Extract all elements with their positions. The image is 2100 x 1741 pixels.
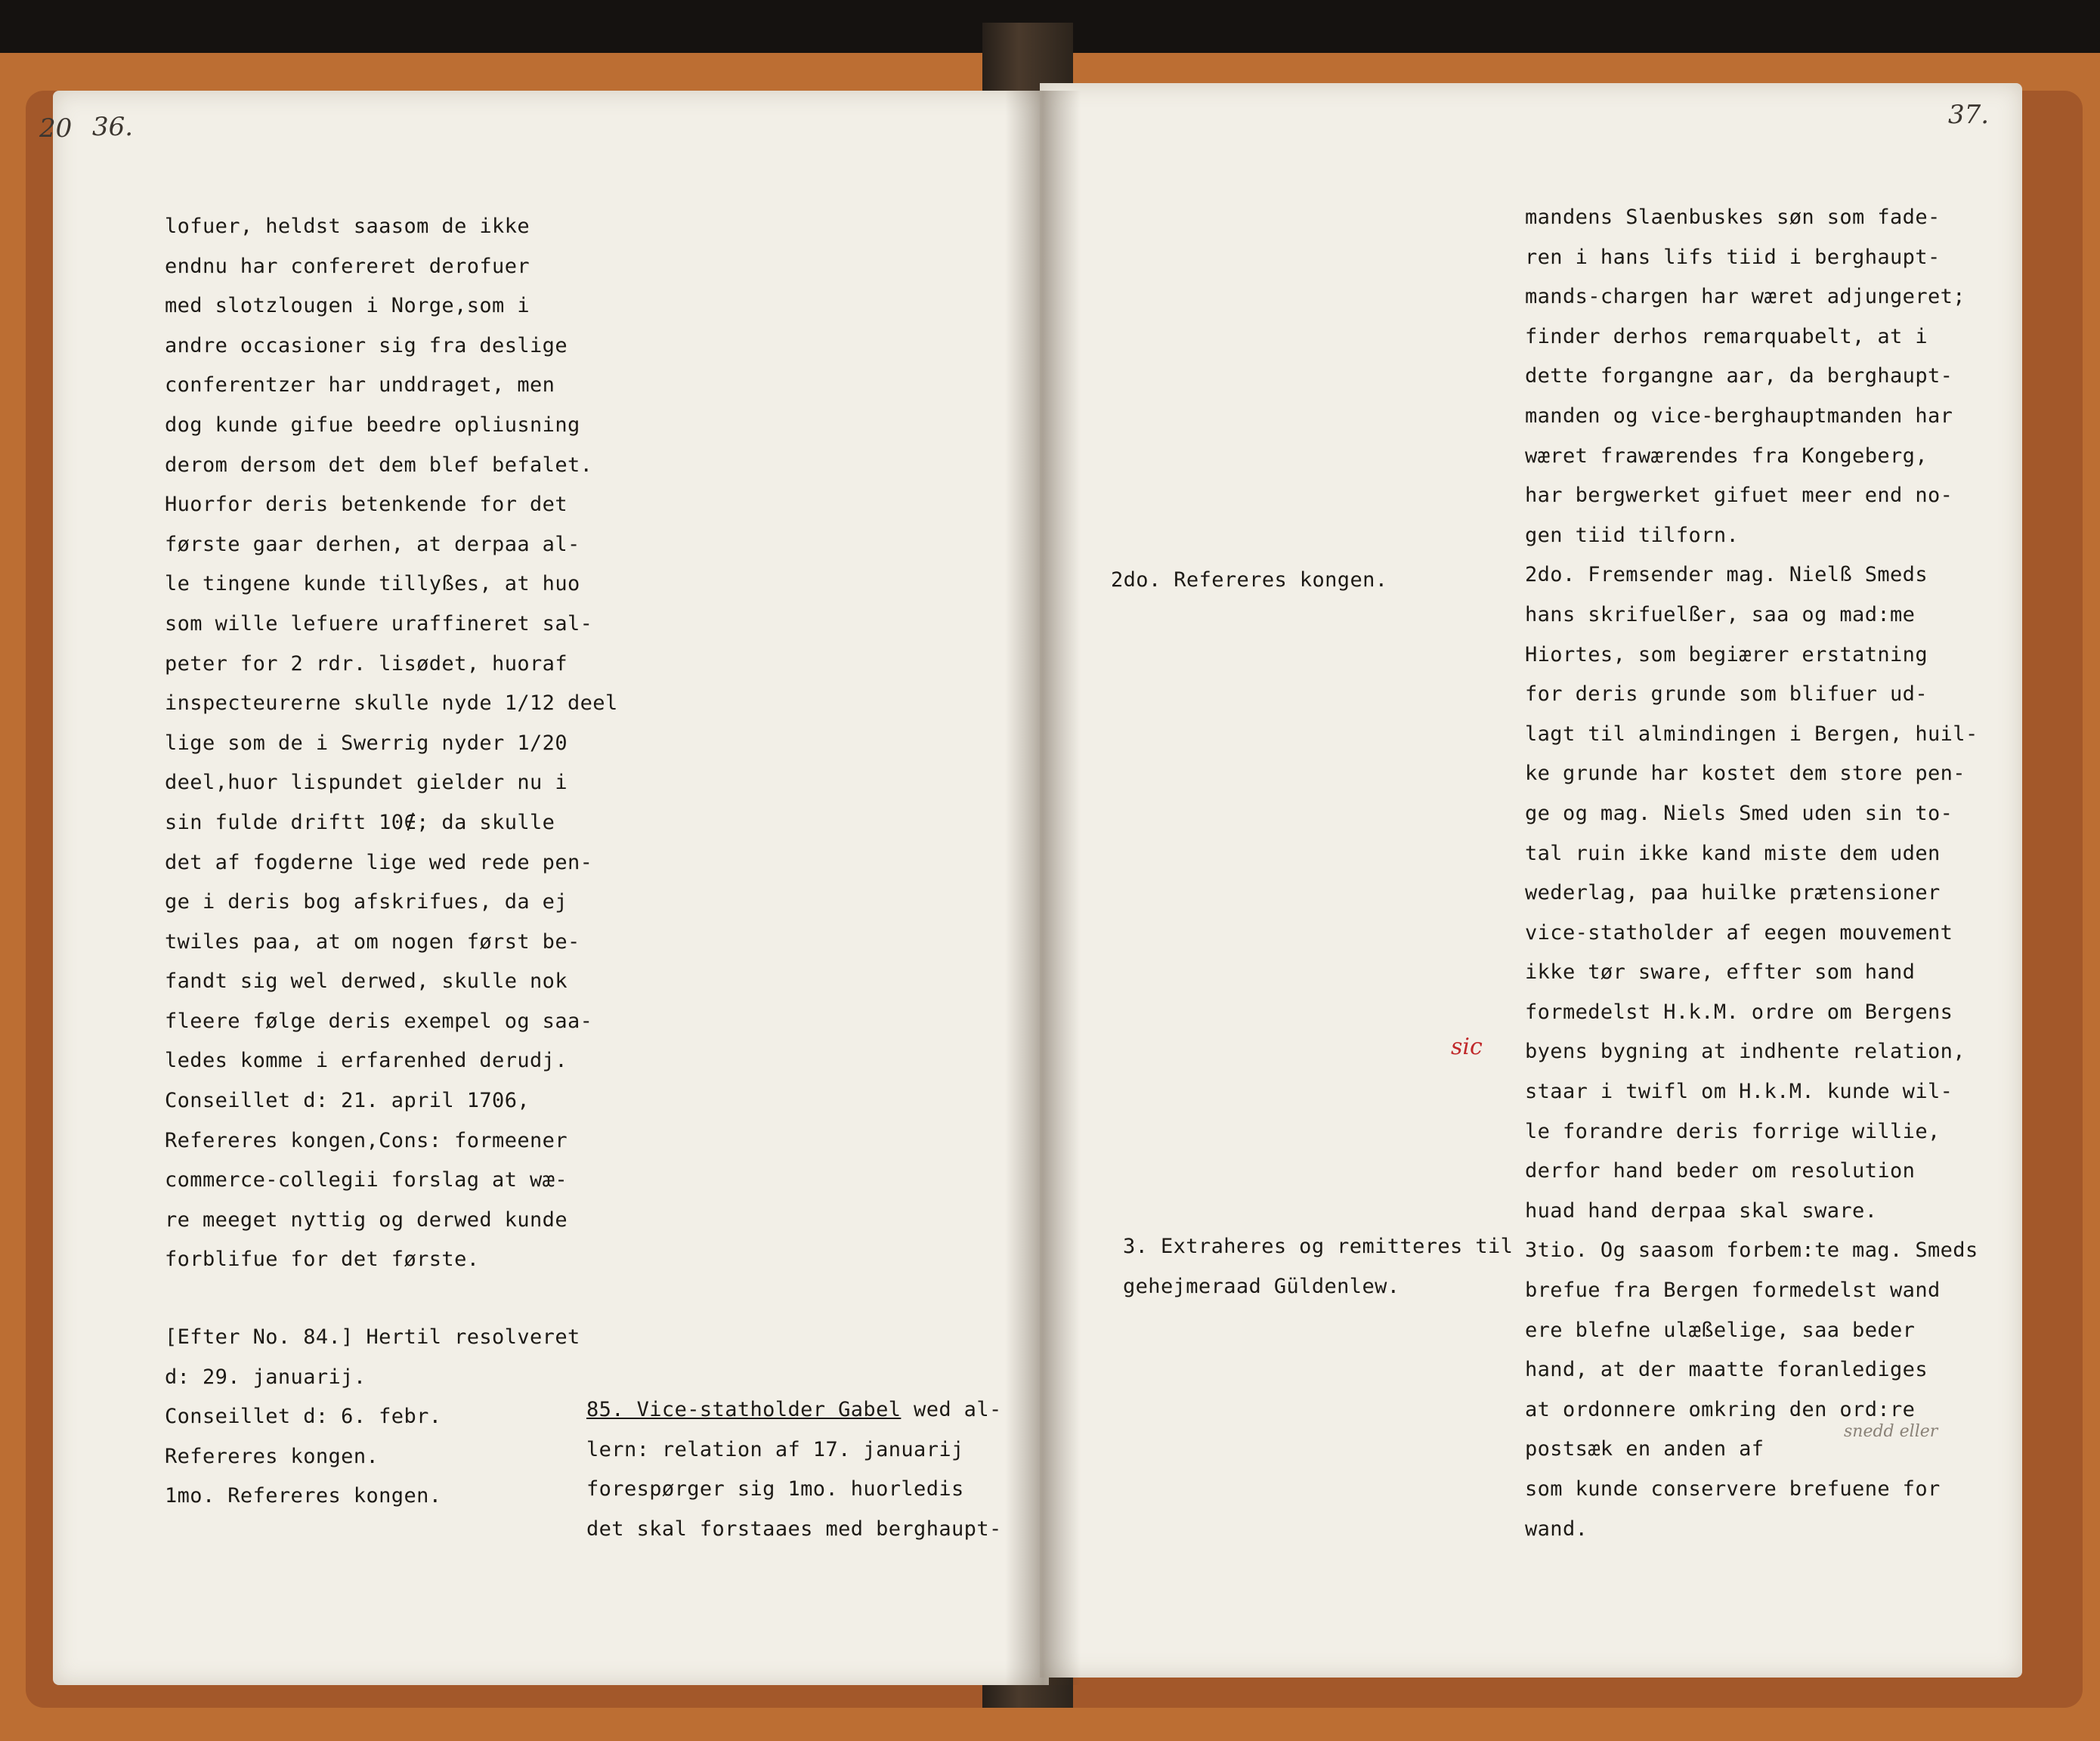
text-line: for deris grunde som blifuer ud-	[1525, 682, 1928, 707]
text-line: det skal forstaaes med berghaupt-	[586, 1517, 1002, 1541]
text-line: ge og mag. Niels Smed uden sin to-	[1525, 801, 1953, 825]
text-line: gen tiid tilforn.	[1525, 523, 1740, 547]
text-line: derfor hand beder om resolution	[1525, 1159, 1916, 1183]
text-line: inspecteurerne skulle nyde 1/12 deel	[165, 691, 618, 716]
right-column-main	[1525, 198, 1978, 1549]
text-line: dog kunde gifue beedre opliusning	[165, 413, 580, 437]
text-line: endnu har confereret derofuer	[165, 254, 530, 278]
text-line: mands-chargen har wæret adjungeret;	[1525, 285, 1965, 309]
text-line: le tingene kunde tillyßes, at huo	[165, 572, 580, 596]
text-line: tal ruin ikke kand miste dem uden	[1525, 841, 1941, 865]
text-line: ren i hans lifs tiid i berghaupt-	[1525, 245, 1941, 269]
text-line: wederlag, paa huilke prætensioner	[1525, 881, 1941, 905]
right-column-left-3	[1123, 1227, 1513, 1307]
text-line: dette forgangne aar, da berghaupt-	[1525, 364, 1953, 388]
text-line: ke grunde har kostet dem store pen-	[1525, 762, 1965, 786]
text-line: postsæk en anden af	[1525, 1437, 1764, 1461]
left-column-main	[165, 207, 618, 1280]
text-line: huad hand derpaa skal sware.	[1525, 1198, 1878, 1223]
text-line: peter for 2 rdr. lisødet, huoraf	[165, 651, 568, 676]
text-line: Conseillet d: 6. febr.	[165, 1405, 442, 1429]
text-line: staar i twifl om H.k.M. kunde wil-	[1525, 1080, 1953, 1104]
text-line: med slotzlougen i Norge,som i	[165, 294, 530, 318]
text-line: fandt sig wel derwed, skulle nok	[165, 969, 568, 994]
text-line: ge i deris bog afskrifues, da ej	[165, 890, 568, 914]
text-line: le forandre deris forrige willie,	[1525, 1119, 1941, 1143]
text-line: som wille lefuere uraffineret sal-	[165, 611, 593, 635]
text-line: derom dersom det dem blef befalet.	[165, 453, 593, 477]
text-line: sin fulde driftt 10∉; da skulle	[165, 810, 555, 834]
gutter-shadow	[1005, 91, 1081, 1685]
text-line: lern: relation af 17. januarij	[586, 1437, 964, 1461]
text-line: conferentzer har unddraget, men	[165, 373, 555, 397]
text-line: det af fogderne lige wed rede pen-	[165, 850, 593, 874]
text-line: finder derhos remarquabelt, at i	[1525, 324, 1928, 348]
text-line: hans skrifuelßer, saa og mad:me	[1525, 602, 1916, 626]
page-number-pencil: 20	[39, 113, 73, 144]
text-line: at ordonnere omkring den ord:re	[1525, 1397, 1916, 1421]
text-line: mandens Slaenbuskes søn som fade-	[1525, 206, 1941, 229]
text-line: hand, at der maatte foranlediges	[1525, 1358, 1928, 1382]
sic-annotation: sic	[1451, 1034, 1483, 1060]
text-line: Hiortes, som begiærer erstatning	[1525, 642, 1928, 666]
text-line: andre occasioner sig fra deslige	[165, 333, 568, 357]
pencil-note: snedd eller	[1844, 1422, 1938, 1441]
text-line: brefue fra Bergen formedelst wand	[1525, 1279, 1941, 1303]
text-line: twiles paa, at om nogen først be-	[165, 929, 580, 954]
text-line: [Efter No. 84.] Hertil resolveret	[165, 1325, 580, 1349]
text-line: 3. Extraheres og remitteres til	[1123, 1235, 1514, 1258]
text-line: lige som de i Swerrig nyder 1/20	[165, 731, 568, 755]
text-line: ledes komme i erfarenhed derudj.	[165, 1049, 568, 1073]
text-line: første gaar derhen, at derpaa al-	[165, 532, 580, 556]
left-column-entry-85	[586, 1390, 1002, 1549]
text-line: byens bygning at indhente relation,	[1525, 1040, 1965, 1064]
text-line: vice-statholder af eegen mouvement	[1525, 920, 1953, 945]
text-line: lagt til almindingen i Bergen, huil-	[1525, 722, 1978, 746]
text-line: d: 29. januarij.	[165, 1365, 366, 1389]
text-line: 2do. Refereres kongen.	[1111, 568, 1388, 592]
text-line: lofuer, heldst saasom de ikke	[165, 215, 530, 238]
text-line: manden og vice-berghauptmanden har	[1525, 404, 1953, 428]
text-line: wæret frawærendes fra Kongeberg,	[1525, 444, 1928, 468]
text-line: wand.	[1525, 1517, 1588, 1541]
text-line: 2do. Fremsender mag. Nielß Smeds	[1525, 563, 1928, 587]
text-line: Refereres kongen.	[165, 1444, 379, 1468]
text-line: Conseillet d: 21. april 1706,	[165, 1089, 530, 1113]
text-line: 1mo. Refereres kongen.	[165, 1484, 442, 1508]
text-line: fleere følge deris exempel og saa-	[165, 1009, 593, 1033]
text-line: 85. Vice-statholder Gabel wed al-	[586, 1398, 1002, 1421]
right-column-left-2do	[1111, 561, 1387, 601]
text-line: Huorfor deris betenkende for det	[165, 493, 568, 517]
page-number-right: 37.	[1948, 100, 1990, 130]
text-line: ere blefne ulæßelige, saa beder	[1525, 1318, 1916, 1342]
text-line: gehejmeraad Güldenlew.	[1123, 1274, 1400, 1298]
text-line: commerce-collegii forslag at wæ-	[165, 1168, 568, 1192]
left-column-lower	[165, 1318, 580, 1517]
text-line: forblifue for det første.	[165, 1248, 480, 1272]
text-line: ikke tør sware, effter som hand	[1525, 960, 1916, 985]
text-line: deel,huor lispundet gielder nu i	[165, 771, 568, 795]
text-line: Refereres kongen,Cons: formeener	[165, 1128, 568, 1152]
text-line: som kunde conservere brefuene for	[1525, 1477, 1941, 1501]
text-line: forespørger sig 1mo. huorledis	[586, 1477, 964, 1501]
text-line: har bergwerket gifuet meer end no-	[1525, 484, 1953, 508]
text-line: formedelst H.k.M. ordre om Bergens	[1525, 1000, 1953, 1024]
text-line: re meeget nyttig og derwed kunde	[165, 1208, 568, 1232]
page-number-left: 36.	[92, 112, 134, 142]
text-line: 3tio. Og saasom forbem:te mag. Smeds	[1525, 1238, 1978, 1263]
